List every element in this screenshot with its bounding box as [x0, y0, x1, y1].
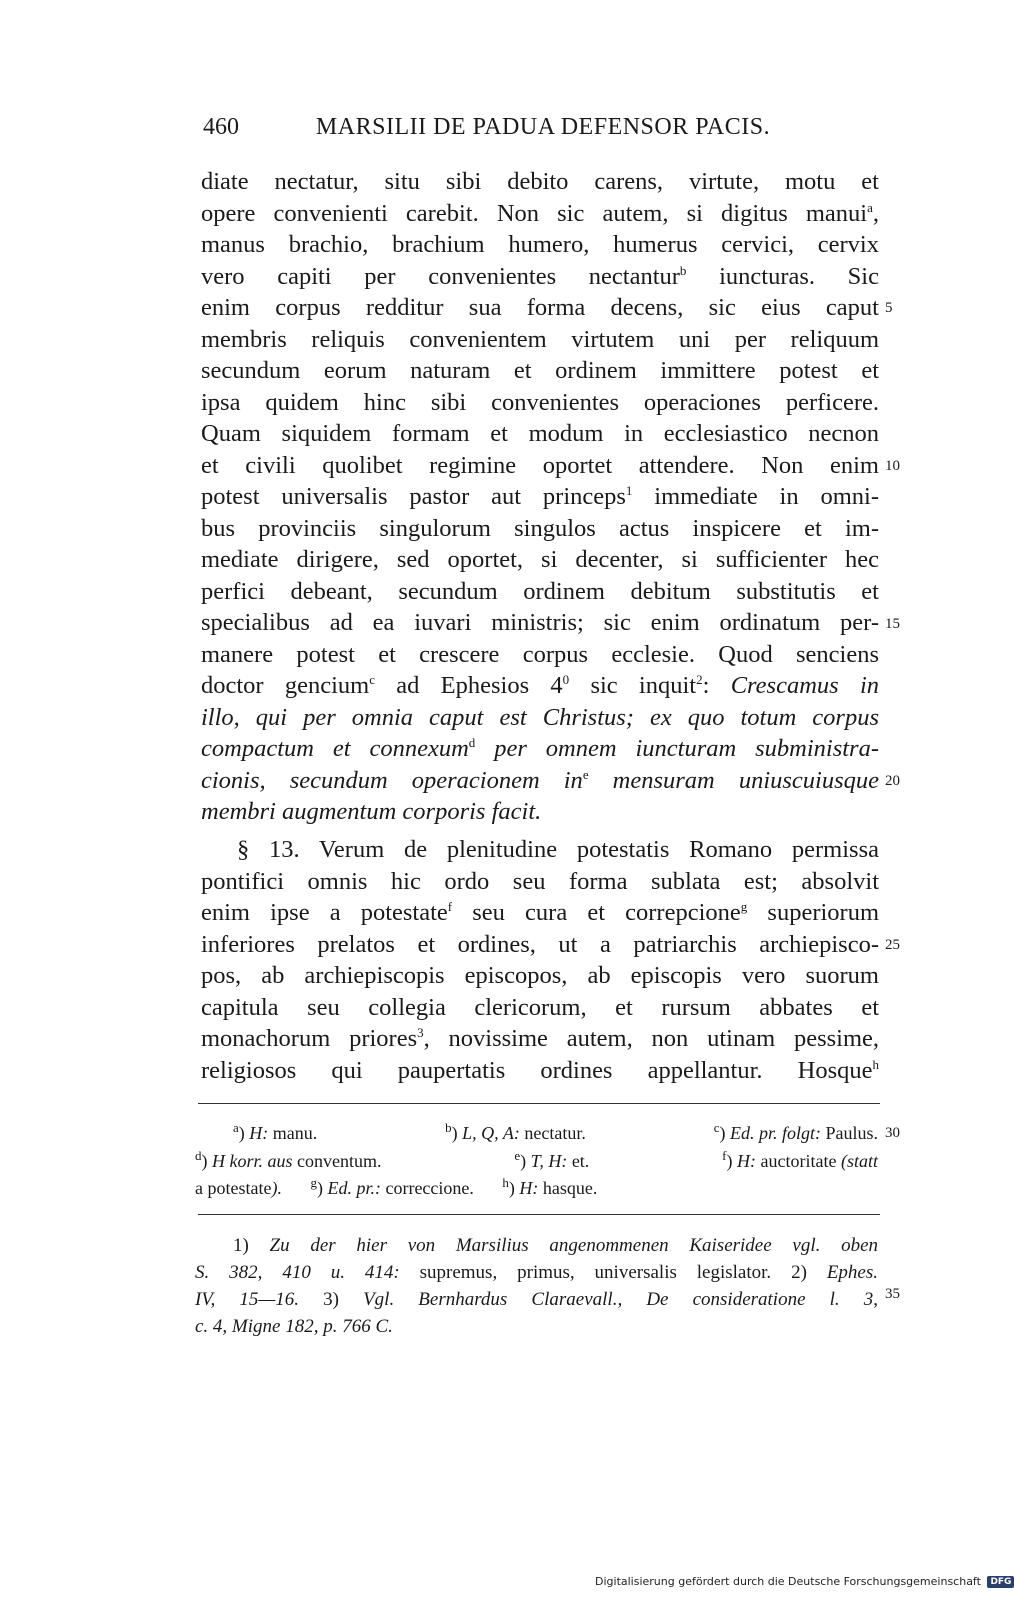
apparatus-line: [233, 1121, 878, 1146]
text-line: cionis, secundum operacionem $in^e$ mensuram uniuscuiusque: [201, 766, 880, 794]
footnote-line: c. 4, Migne 182, p. 766 C.: [195, 1316, 393, 1337]
page-header: [203, 114, 883, 146]
text-line: membris reliquis convenientem virtutem uni per reliquum: [201, 326, 879, 353]
line-number: 20: [885, 773, 900, 789]
apparatus-line: [195, 1149, 878, 1174]
apparatus-note: $^c$) Ed. pr. folgt: Paulus.: [713, 1120, 879, 1143]
text-line: vero capiti per convenientes nectantur$^b$ iuncturas. Sic: [201, 262, 879, 290]
line-number: 30: [885, 1125, 900, 1141]
text-line: monachorum priores$^3$, novissime autem, non utinam pessime,: [201, 1024, 880, 1052]
apparatus-note: $^g$) Ed. pr.: correccione.: [310, 1175, 474, 1198]
footnote-line: IV, 15—16. 3) Vgl. Bernhardus Claraevall., De consideratione l. 3,: [195, 1289, 879, 1310]
apparatus-note: $^b$) L, Q, A: nectatur.: [445, 1120, 586, 1143]
text-line: mediate dirigere, sed oportet, si decenter, si sufficienter hec: [201, 546, 879, 573]
footnote-line: 1) Zu der hier von Marsilius angenommenen Kaiseridee vgl. oben: [233, 1235, 879, 1256]
text-line: doctor gencium$^c$ ad Ephesios $4^0$ sic inquit$^2$: Crescamus in: [201, 671, 880, 699]
text-line: ipsa quidem hinc sibi convenientes operaciones perficere.: [201, 389, 879, 416]
credit-text: Digitalisierung gefördert durch die Deutsche Forschungsgemeinschaft: [595, 1575, 981, 1588]
apparatus-divider: [198, 1103, 880, 1104]
text-line: potest universalis pastor aut princeps$^1$ immediate in omni-: [201, 482, 879, 510]
apparatus-note: a potestate).: [195, 1178, 282, 1198]
footnote-divider: [198, 1214, 880, 1215]
text-line: enim corpus redditur sua forma decens, sic eius caput: [201, 294, 879, 321]
text-line: religiosos qui paupertatis ordines appellantur. Hosque$^h$: [201, 1056, 879, 1084]
text-line: compactum et connexum$^d$ per omnem iuncturam subministra-: [201, 734, 879, 762]
text-line: enim ipse a potestate$^f$ seu cura et correpcione$^g$ superiorum: [201, 898, 879, 926]
text-line: illo, qui per omnia caput est Christus; ex quo totum corpus: [201, 704, 879, 731]
text-line: pos, ab archiepiscopis episcopos, ab episcopis vero suorum: [201, 962, 879, 989]
apparatus-line: [195, 1176, 878, 1201]
text-line: manere potest et crescere corpus ecclesie. Quod senciens: [201, 641, 879, 668]
apparatus-note: $^d$) H korr. aus conventum.: [195, 1148, 382, 1171]
apparatus-note: $^f$) H: auctoritate (statt: [722, 1148, 878, 1171]
apparatus-note: $^h$) H: hasque.: [502, 1175, 598, 1198]
text-line: bus provinciis singulorum singulos actus inspicere et im-: [201, 515, 879, 542]
apparatus-note: $^a$) H: manu.: [233, 1120, 318, 1143]
text-line: secundum eorum naturam et ordinem immittere potest et: [201, 357, 879, 384]
text-line: opere convenienti carebit. Non sic autem, si digitus manui$^a$,: [201, 199, 879, 227]
text-line: membri augmentum corporis facit.: [201, 798, 542, 825]
text-line: pontifici omnis hic ordo seu forma sublata est; absolvit: [201, 868, 879, 895]
line-number: 10: [885, 458, 900, 474]
line-number: 35: [885, 1286, 900, 1302]
footnote-line: S. 382, 410 u. 414: supremus, primus, universalis legislator. 2) Ephes.: [195, 1262, 879, 1283]
text-line: diate nectatur, situ sibi debito carens, virtute, motu et: [201, 168, 879, 195]
text-line: capitula seu collegia clericorum, et rursum abbates et: [201, 994, 879, 1021]
line-number: 15: [885, 616, 900, 632]
running-title: MARSILII DE PADUA DEFENSOR PACIS.: [315, 114, 771, 140]
text-line: manus brachio, brachium humero, humerus cervici, cervix: [201, 231, 879, 258]
line-number: 25: [885, 937, 900, 953]
text-line: et civili quolibet regimine oportet attendere. Non enim: [201, 452, 879, 479]
text-line: Quam siquidem formam et modum in ecclesiastico necnon: [201, 420, 879, 447]
text-line: § 13. Verum de plenitudine potestatis Romano permissa: [237, 836, 879, 863]
page-number: 460: [203, 114, 239, 140]
digitization-credit: [595, 1575, 1014, 1588]
apparatus-note: $^e$) T, H: et.: [514, 1148, 590, 1171]
line-number: 5: [885, 300, 893, 316]
text-line: inferiores prelatos et ordines, ut a patriarchis archiepisco-: [201, 931, 879, 958]
dfg-logo: DFG: [987, 1576, 1014, 1588]
text-line: perfici debeant, secundum ordinem debitum substitutis et: [201, 578, 879, 605]
text-line: specialibus ad ea iuvari ministris; sic enim ordinatum per-: [201, 609, 879, 636]
